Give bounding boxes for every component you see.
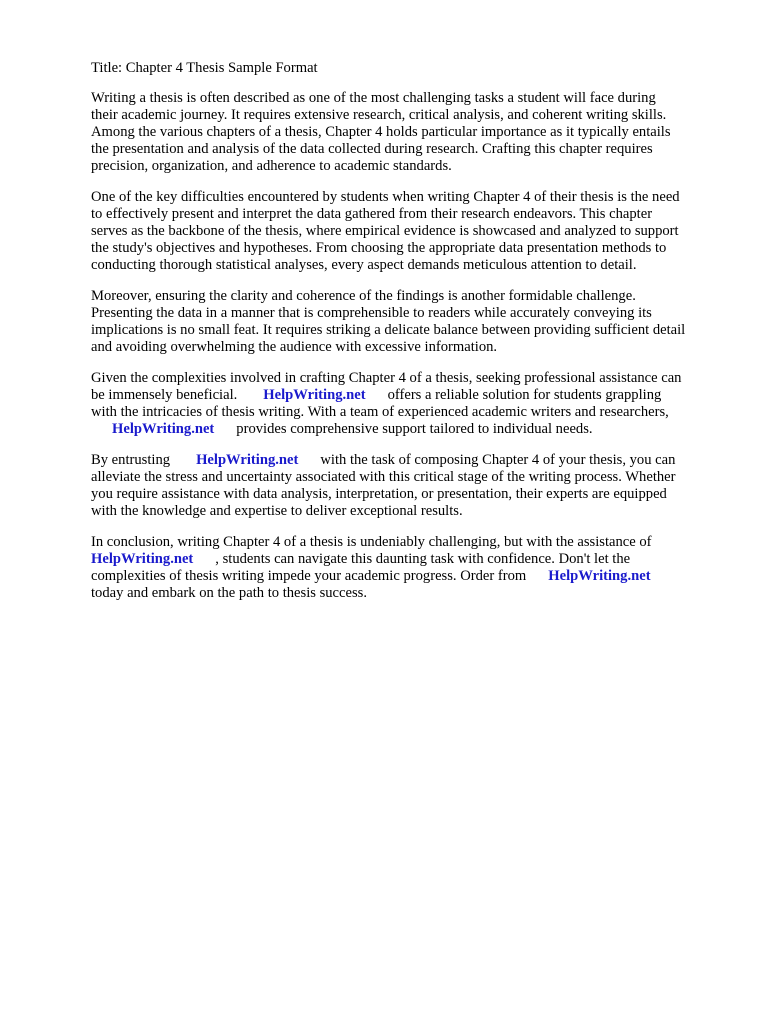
text-line: One of the key difficulties encountered by students when writing Chapter 4 of their thesis is the need xyxy=(91,189,680,205)
paragraph-difficulties xyxy=(91,189,731,274)
text-line: Given the complexities involved in crafting Chapter 4 of a thesis, seeking professional assistance can xyxy=(91,370,682,386)
text-line: Among the various chapters of a thesis, Chapter 4 holds particular importance as it typically entails xyxy=(91,124,671,140)
paragraph-entrusting xyxy=(91,452,731,520)
text-line: with the intricacies of thesis writing. With a team of experienced academic writers and researchers, xyxy=(91,404,669,420)
document-page xyxy=(91,60,731,616)
text-line xyxy=(91,421,731,438)
text-line: and avoiding overwhelming the audience with excessive information. xyxy=(91,339,498,355)
text-line xyxy=(91,387,731,404)
helpwriting-link[interactable]: HelpWriting.net xyxy=(112,421,215,437)
text-segment: with the task of composing Chapter 4 of your thesis, you can xyxy=(320,452,676,468)
text-line: alleviate the stress and uncertainty associated with this critical stage of the writing process. Whether xyxy=(91,469,676,485)
text-line: with the knowledge and expertise to deliver exceptional results. xyxy=(91,503,463,519)
text-segment: complexities of thesis writing impede your academic progress. Order from xyxy=(91,568,527,584)
text-line: their academic journey. It requires extensive research, critical analysis, and coherent writing skills. xyxy=(91,107,667,123)
text-segment: By entrusting xyxy=(91,452,171,468)
text-segment: provides comprehensive support tailored to individual needs. xyxy=(236,421,593,437)
paragraph-clarity xyxy=(91,288,731,356)
text-line: In conclusion, writing Chapter 4 of a thesis is undeniably challenging, but with the assistance of xyxy=(91,534,652,550)
text-line: Moreover, ensuring the clarity and coherence of the findings is another formidable challenge. xyxy=(91,288,636,304)
text-line: implications is no small feat. It requires striking a delicate balance between providing sufficient detail xyxy=(91,322,686,338)
helpwriting-link[interactable]: HelpWriting.net xyxy=(91,551,194,567)
text-segment: , students can navigate this daunting task with confidence. Don't let the xyxy=(215,551,631,567)
paragraph-conclusion xyxy=(91,534,731,602)
text-line xyxy=(91,551,731,568)
text-line: Presenting the data in a manner that is comprehensible to readers while accurately conveying its xyxy=(91,305,652,321)
text-line: precision, organization, and adherence to academic standards. xyxy=(91,158,452,174)
text-line xyxy=(91,452,731,469)
text-line: Writing a thesis is often described as one of the most challenging tasks a student will face during xyxy=(91,90,656,106)
text-line: you require assistance with data analysis, interpretation, or presentation, their experts are equipped xyxy=(91,486,667,502)
document-title: Title: Chapter 4 Thesis Sample Format xyxy=(91,60,318,76)
text-segment: offers a reliable solution for students grappling xyxy=(387,387,662,403)
paragraph-intro xyxy=(91,90,731,175)
text-line: conducting thorough statistical analyses, every aspect demands meticulous attention to detail. xyxy=(91,257,637,273)
text-segment: be immensely beneficial. xyxy=(91,387,238,403)
text-line: to effectively present and interpret the data gathered from their research endeavors. This chapter xyxy=(91,206,653,222)
helpwriting-link[interactable]: HelpWriting.net xyxy=(548,568,651,584)
text-line: serves as the backbone of the thesis, where empirical evidence is showcased and analyzed to support xyxy=(91,223,679,239)
text-line: the presentation and analysis of the data collected during research. Crafting this chapter requires xyxy=(91,141,653,157)
text-line: the study's objectives and hypotheses. From choosing the appropriate data presentation methods to xyxy=(91,240,667,256)
text-line: today and embark on the path to thesis success. xyxy=(91,585,367,601)
helpwriting-link[interactable]: HelpWriting.net xyxy=(196,452,299,468)
helpwriting-link[interactable]: HelpWriting.net xyxy=(263,387,366,403)
paragraph-assistance xyxy=(91,370,731,438)
text-line xyxy=(91,568,731,585)
